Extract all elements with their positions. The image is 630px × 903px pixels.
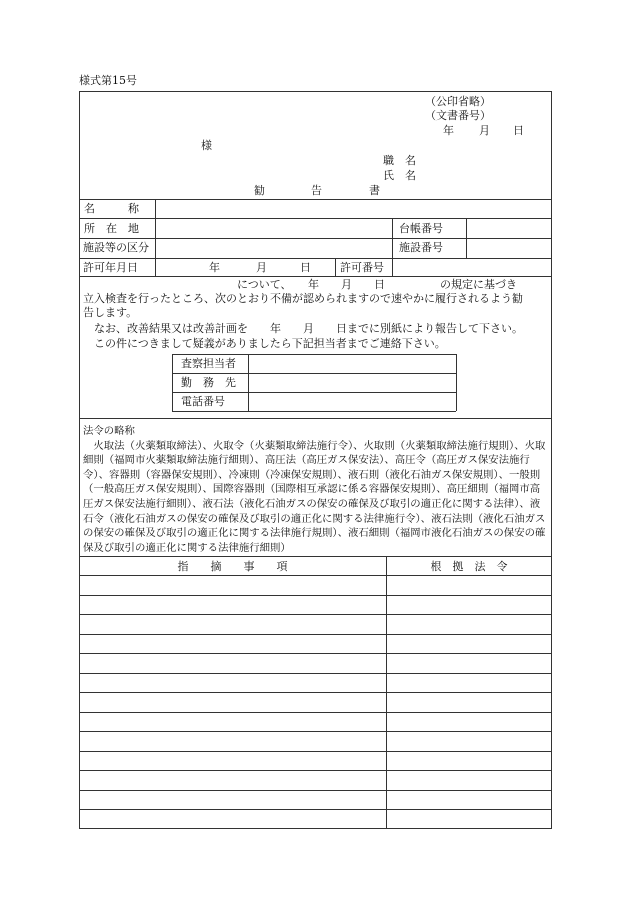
section-rule: [79, 418, 552, 419]
table-rule: [79, 199, 552, 200]
findings-row: [79, 751, 552, 752]
doc-number-label: （文書番号）: [425, 109, 491, 122]
permit-date-year: 年: [209, 261, 220, 274]
law-abbreviations: [83, 424, 549, 555]
findings-row: [79, 790, 552, 791]
table-rule: [466, 218, 467, 258]
law-abbreviations-title: 法令の略称: [83, 425, 135, 437]
date-day: 日: [513, 124, 524, 137]
contact-rule: [248, 354, 249, 411]
findings-row: [79, 575, 552, 576]
ledger-number-label: 台帳番号: [399, 222, 443, 235]
basis-column-header: 根 拠 法 令: [430, 560, 508, 573]
permit-date-day: 日: [300, 261, 311, 274]
findings-row: [79, 614, 552, 615]
table-rule: [79, 276, 552, 277]
findings-row: [79, 731, 552, 732]
findings-row: [79, 809, 552, 810]
findings-row: [79, 712, 552, 713]
findings-row: [79, 673, 552, 674]
doc-title-1: 勧: [254, 184, 265, 197]
findings-row: [79, 634, 552, 635]
findings-header-top: [79, 556, 552, 557]
body-line-2: 立入検査を行ったところ、次のとおり不備が認められますので速やかに履行されるよう勧: [83, 292, 523, 305]
phone-label: 電話番号: [181, 395, 225, 408]
contact-rule: [456, 354, 457, 411]
body-line-1: について、 年 月 日 の規定に基づき: [237, 278, 518, 291]
body-line-3: 告します。: [83, 306, 138, 319]
table-rule: [392, 218, 393, 276]
table-rule: [79, 258, 552, 259]
permit-date-label: 許可年月日: [83, 261, 138, 274]
location-label: 所 在 地: [84, 222, 139, 235]
findings-row: [79, 692, 552, 693]
table-rule: [335, 258, 336, 276]
contact-rule: [172, 354, 173, 411]
facility-number-label: 施設番号: [399, 241, 443, 254]
contact-rule: [172, 373, 456, 374]
table-rule: [79, 238, 552, 239]
addressee-suffix: 様: [201, 139, 212, 152]
findings-row: [79, 653, 552, 654]
doc-title-3: 書: [369, 184, 380, 197]
inspector-label: 査察担当者: [181, 357, 236, 370]
date-month: 月: [479, 124, 490, 137]
findings-row: [79, 595, 552, 596]
doc-title-2: 告: [311, 184, 322, 197]
name-label: 名 称: [84, 202, 139, 215]
contact-rule: [172, 411, 456, 412]
findings-column-header: 指 摘 事 項: [177, 560, 288, 573]
sender-name-label: 氏 名: [383, 169, 416, 182]
form-number: 様式第15号: [79, 74, 137, 87]
seal-omitted: （公印省略）: [425, 95, 491, 108]
permit-number-label: 許可番号: [340, 261, 384, 274]
body-line-5: この件につきまして疑義がありましたら下記担当者までご連絡下さい。: [94, 337, 446, 350]
findings-row: [79, 770, 552, 771]
body-line-4: なお、改善結果又は改善計画を 年 月 日までに別紙により報告して下さい。: [94, 322, 523, 335]
facility-class-label: 施設等の区分: [83, 241, 149, 254]
workplace-label: 勤 務 先: [181, 376, 236, 389]
permit-date-month: 月: [256, 261, 267, 274]
contact-rule: [172, 354, 456, 355]
table-rule: [155, 199, 156, 276]
date-year: 年: [443, 124, 454, 137]
law-abbreviations-text: 火取法（火薬類取締法）、火取令（火薬類取締法施行令）、火取則（火薬類取締法施行規則）、火取細則（福岡市火薬類取締法施行細則）、高圧法（高圧ガス保安法）、高圧令（高圧ガス保安法施行令）、容器則（容器保安規則）、冷凍則（冷凍保安規則）、液石則（液化石油ガス保安規則）、一般則（一般高圧ガス保安規則）、国際容器則（国際相互承認に係る容器保安規則）、高圧細則（福岡市高圧ガス保安法施行細則）、液石法（液化石油ガスの保安の確保及び取引の適正化に関する法律）、液石令（液化石油ガスの保安の確保及び取引の適正化に関する法律施行令）、液石法則（液化石油ガスの保安の確保及び取引の適正化に関する法律施行規則）、液石細則（福岡市液化石油ガスの保安の確保及び取引の適正化に関する法律施行細則）: [83, 439, 546, 554]
sender-title-label: 職 名: [383, 154, 416, 167]
contact-rule: [172, 392, 456, 393]
table-rule: [79, 218, 552, 219]
